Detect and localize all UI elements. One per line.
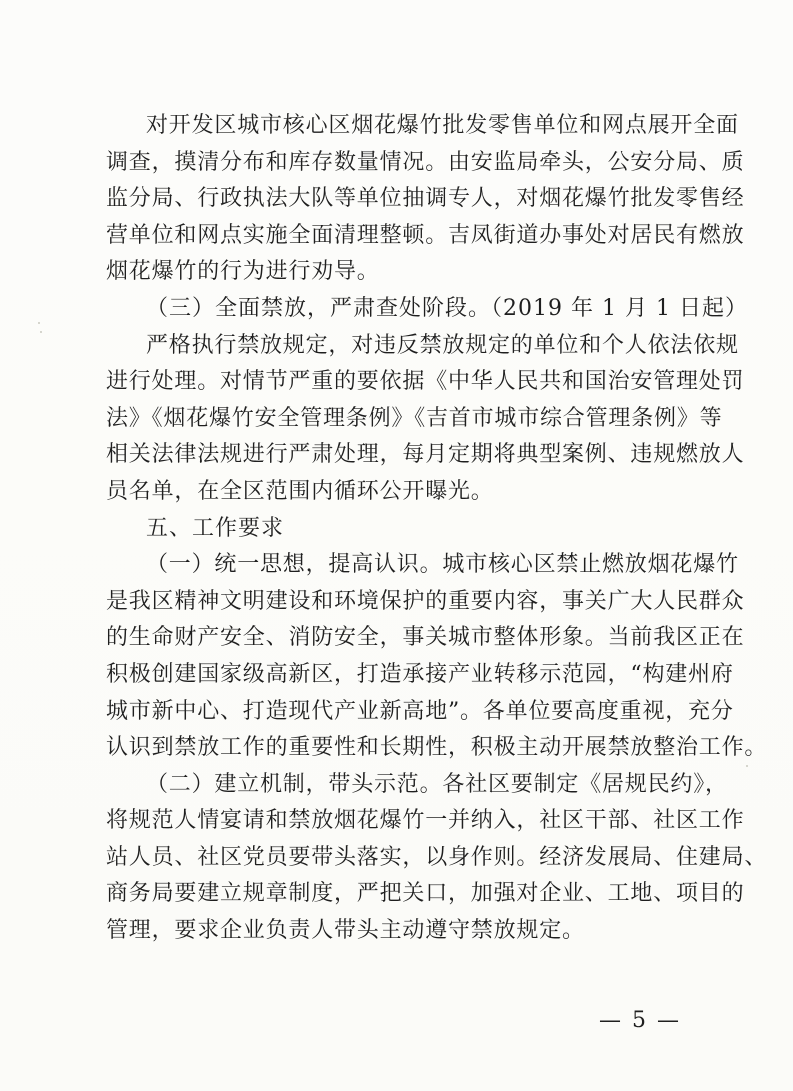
text-line: 营单位和网点实施全面清理整顿。吉凤街道办事处对居民有燃放 [106,222,745,248]
text-line: 积极创建国家级高新区，打造承接产业转移示范园，“构建州府 [106,661,734,687]
text-line: 烟花爆竹的行为进行劝导。 [106,259,380,285]
section-5-title: 五、工作要求 [146,515,285,541]
requirement-1-paragraph [106,547,768,767]
scan-mark [38,322,40,324]
text-line: 监分局、行政执法大队等单位抽调专人，对烟花爆竹批发零售经 [106,186,745,212]
text-line: 商务局要建立规章制度，严把关口，加强对企业、工地、项目的 [106,881,745,907]
text-line: （一）统一思想，提高认识。城市核心区禁止燃放烟花爆竹 [146,552,739,578]
text-line: 法》《烟花爆竹安全管理条例》《吉首市城市综合管理条例》等 [106,405,723,431]
text-line: 严格执行禁放规定，对违反禁放规定的单位和个人依法依规 [146,332,739,358]
requirement-2-paragraph [106,767,768,950]
text-line: 进行处理。对情节严重的要依据《中华人民共和国治安管理处罚 [106,369,745,395]
paragraph-2 [106,328,745,511]
text-line: 相关法律法规进行严肃处理，每月定期将典型案例、违规燃放人 [106,442,745,468]
text-line: 城市新中心、打造现代产业新高地”。各单位要高度重视，充分 [106,698,734,724]
text-line: 是我区精神文明建设和环境保护的重要内容，事关广大人民群众 [106,588,745,614]
scan-mark [40,331,42,333]
stage-3-title: （三）全面禁放，严肃查处阶段。（2019 年 1 月 1 日起） [146,295,748,321]
text-line: 管理，要求企业负责人带头主动遵守禁放规定。 [106,918,585,944]
text-line: 员名单，在全区范围内循环公开曝光。 [106,478,494,504]
text-line: 认识到禁放工作的重要性和长期性，积极主动开展禁放整治工作。 [106,735,768,761]
text-line: 调查，摸清分布和库存数量情况。由安监局牵头，公安分局、质 [106,149,745,175]
scan-mark [746,765,748,767]
text-line: 将规范人情宴请和禁放烟花爆竹一并纳入，社区干部、社区工作 [106,808,745,834]
text-line: 对开发区城市核心区烟花爆竹批发零售单位和网点展开全面 [146,113,739,138]
paragraph-1 [106,108,745,291]
document-content [106,108,768,950]
text-line: 的生命财产安全、消防安全，事关城市整体形象。当前我区正在 [106,625,745,651]
page-number: — 5 — [599,1008,681,1033]
text-line: 站人员、社区党员要带头落实，以身作则。经济发展局、住建局、 [106,844,768,870]
text-line: （二）建立机制，带头示范。各社区要制定《居规民约》， [146,771,728,797]
